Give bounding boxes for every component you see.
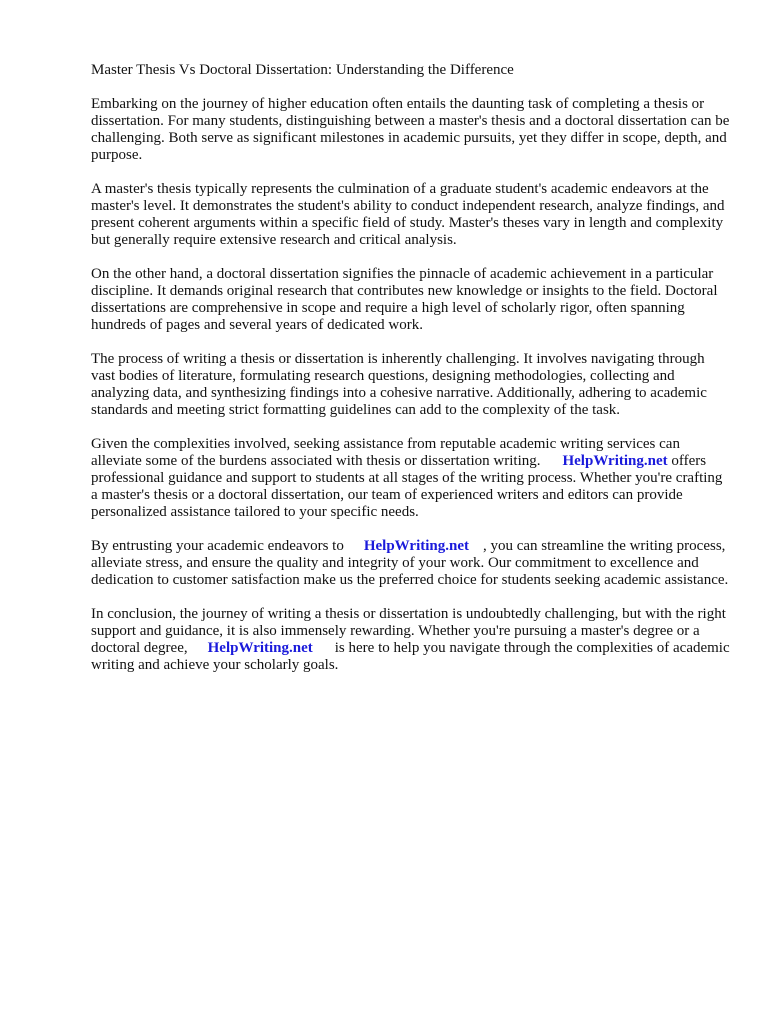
helpwriting-link[interactable]: HelpWriting.net: [207, 640, 313, 656]
paragraph-entrusting-text-after: , you can streamline the writing process, alleviate stress, and ensure the quality and integrity of your work. Our commitment to excellence and dedication to customer satisfaction make us the preferred choice for students seeking academic assistance.: [91, 538, 729, 588]
paragraph-conclusion-text-before: In conclusion, the journey of writing a thesis or dissertation is undoubtedly challenging, but with the right support and guidance, it is also immensely rewarding. Whether you're pursuing a master's degree or a doctoral degree,: [91, 606, 726, 656]
paragraph-assistance-text-after: offers professional guidance and support to students at all stages of the writing process. Whether you're crafting a master's thesis or a doctoral dissertation, our team of experienced writers and editors can provide personalized assistance tailored to your specific needs.: [91, 453, 723, 520]
document-title: Master Thesis Vs Doctoral Dissertation: Understanding the Difference: [91, 62, 514, 78]
paragraph-assistance: [91, 436, 731, 521]
paragraph-doctoral-dissertation: On the other hand, a doctoral dissertation signifies the pinnacle of academic achievement in a particular discipline. It demands original research that contributes new knowledge or insights to the field. Doctoral dissertations are comprehensive in scope and require a high level of scholarly rigor, often spanning hundreds of pages and several years of dedicated work.: [91, 266, 718, 333]
helpwriting-link[interactable]: HelpWriting.net: [363, 538, 469, 554]
paragraph-intro: Embarking on the journey of higher education often entails the daunting task of completing a thesis or dissertation. For many students, distinguishing between a master's thesis and a doctoral dissertation can be challenging. Both serve as significant milestones in academic pursuits, yet they differ in scope, depth, and purpose.: [91, 96, 730, 163]
paragraph-entrusting: [91, 538, 731, 589]
paragraph-assistance-text-before: Given the complexities involved, seeking assistance from reputable academic writing services can alleviate some of the burdens associated with thesis or dissertation writing.: [91, 436, 680, 469]
document-body: [91, 62, 731, 691]
helpwriting-link[interactable]: HelpWriting.net: [562, 453, 668, 469]
paragraph-masters-thesis: A master's thesis typically represents the culmination of a graduate student's academic endeavors at the master's level. It demonstrates the student's ability to conduct independent research, analyze findings, and present coherent arguments within a specific field of study. Master's theses vary in length and complexity but generally require extensive research and critical analysis.: [91, 181, 725, 248]
paragraph-conclusion: [91, 606, 731, 674]
paragraph-conclusion-text-after: is here to help you navigate through the complexities of academic writing and achieve your scholarly goals.: [91, 640, 730, 673]
paragraph-entrusting-text-before: By entrusting your academic endeavors to: [91, 538, 344, 554]
paragraph-writing-process: The process of writing a thesis or dissertation is inherently challenging. It involves navigating through vast bodies of literature, formulating research questions, designing methodologies, collecting and analyzing data, and synthesizing findings into a cohesive narrative. Additionally, adhering to academic standards and meeting strict formatting guidelines can add to the complexity of the task.: [91, 351, 707, 418]
